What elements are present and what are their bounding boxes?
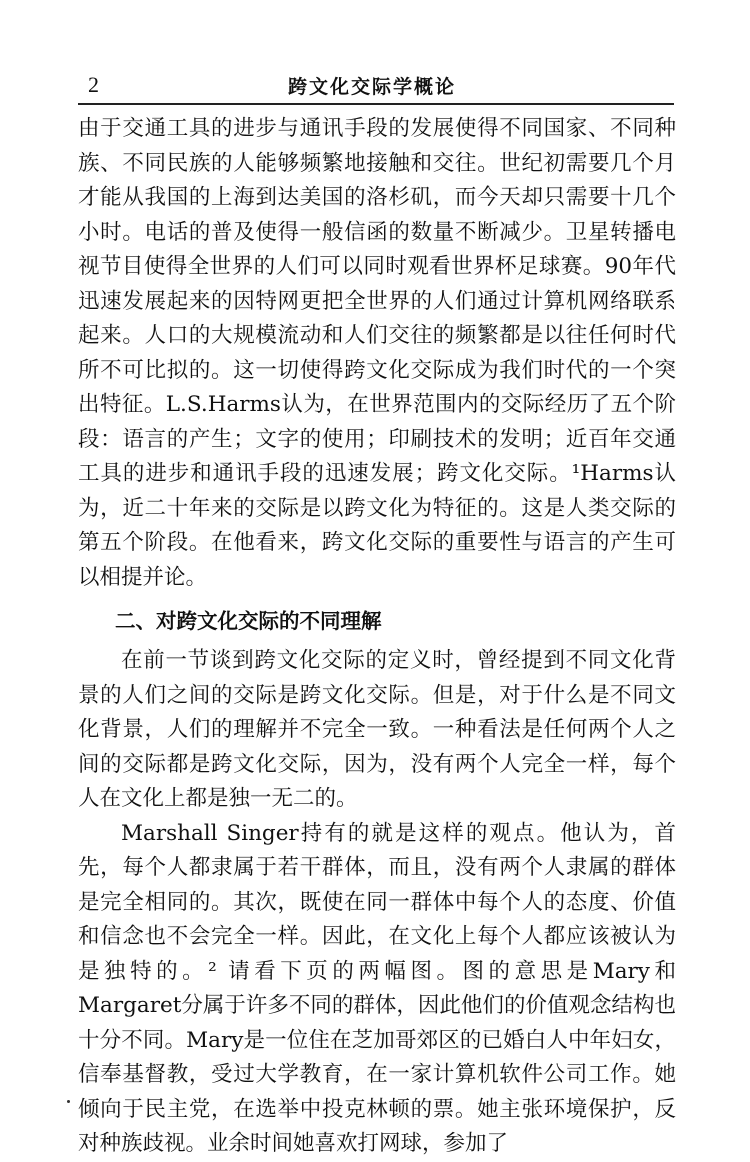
margin-mark xyxy=(67,1100,70,1103)
section-heading: 二、对跨文化交际的不同理解 xyxy=(115,609,382,633)
body-text xyxy=(78,112,676,1162)
header-rule xyxy=(78,103,674,105)
page-header xyxy=(78,70,674,100)
running-title: 跨文化交际学概论 xyxy=(288,76,457,98)
paragraph: 在前一节谈到跨文化交际的定义时，曾经提到不同文化背景的人们之间的交际是跨文化交际。但是，对于什么是不同文化背景，人们的理解并不完全一致。一种看法是任何两个人之间的交际都是跨文化交际，因为，没有两个人完全一样，每个人在文化上都是独一无二的。 xyxy=(78,648,676,811)
paragraph-continuation: 由于交通工具的进步与通讯手段的发展使得不同国家、不同种族、不同民族的人能够频繁地接触和交往。世纪初需要几个月才能从我国的上海到达美国的洛杉矶，而今天却只需要十几个小时。电话的普及使得一般信函的数量不断减少。卫星转播电视节目使得全世界的人们可以同时观看世界杯足球赛。90年代迅速发展起来的因特网更把全世界的人们通过计算机网络联系起来。人口的大规模流动和人们交往的频繁都是以往任何时代所不可比拟的。这一切使得跨文化交际成为我们时代的一个突出特征。L.S.Harms认为，在世界范围内的交际经历了五个阶段：语言的产生；文字的使用；印刷技术的发明；近百年交通工具的进步和通讯手段的迅速发展；跨文化交际。¹Harms认为，近二十年来的交际是以跨文化为特征的。这是人类交际的第五个阶段。在他看来，跨文化交际的重要性与语言的产生可以相提并论。 xyxy=(78,116,676,590)
page-number: 2 xyxy=(88,72,99,97)
paragraph: Marshall Singer持有的就是这样的观点。他认为，首先，每个人都隶属于若干群体，而且，没有两个人隶属的群体是完全相同的。其次，既使在同一群体中每个人的态度、价值和信念也不会完全一样。因此，在文化上每个人都应该被认为是独特的。² 请看下页的两幅图。图的意思是Mary和Margaret分属于许多不同的群体，因此他们的价值观念结构也十分不同。Mary是一位住在芝加哥郊区的已婚白人中年妇女，信奉基督教，受过大学教育，在一家计算机软件公司工作。她倾向于民主党，在选举中投克林顿的票。她主张环境保护，反对种族歧视。业余时间她喜欢打网球，参加了 xyxy=(78,820,676,1156)
